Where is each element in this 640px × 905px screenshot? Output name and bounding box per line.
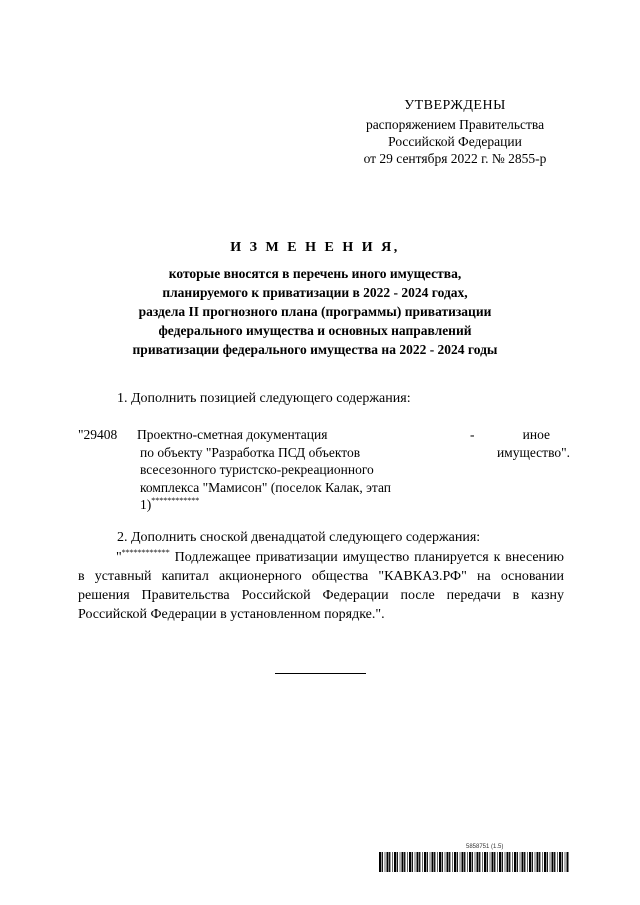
footnote-text: Подлежащее приватизации имущество планируется к внесению в уставный капитал акционерного общества "КАВКАЗ.РФ" на основании решения Правительства Российской Федерации после передачи в казну Российской Федерации в установленном порядке.".	[78, 550, 564, 622]
item-1-text: 1. Дополнить позицией следующего содержания:	[117, 391, 411, 406]
approval-line: Российской Федерации	[388, 134, 522, 149]
entry-description-body: по объекту "Разработка ПСД объектов всесезонного туристско-рекреационного комплекса "Мамисон" (поселок Калак, этап 1)	[140, 444, 391, 512]
title-line: приватизации федерального имущества на 2022 - 2024 годы	[132, 342, 498, 357]
entry-description-rest	[137, 444, 407, 514]
approval-line: распоряжением Правительства	[365, 117, 545, 132]
approval-stamp	[330, 97, 580, 167]
entry-description-first: Проектно-сметная документация	[137, 427, 328, 442]
barcode-icon	[379, 852, 569, 872]
footnote-paragraph	[78, 548, 564, 624]
entry-number: "29408	[78, 427, 118, 442]
document-title	[80, 240, 550, 359]
entry-dash: -	[470, 427, 475, 442]
title-line: которые вносятся в перечень иного имущества,	[168, 266, 462, 281]
item-2-text: 2. Дополнить сноской двенадцатой следующего содержания:	[117, 530, 481, 545]
end-divider	[275, 673, 366, 674]
approval-heading: УТВЕРЖДЕНЫ	[404, 98, 506, 113]
title-line: планируемого к приватизации в 2022 - 2024 годах,	[162, 285, 468, 300]
title-line: федерального имущества и основных направлений	[158, 323, 472, 338]
footnote-mark: ************	[151, 496, 200, 505]
entry-type	[482, 426, 570, 461]
entry-type-line: иное	[522, 427, 550, 442]
footnote-open-quote: "	[116, 550, 122, 565]
entry-description	[137, 426, 407, 514]
title-heading: И З М Е Н Е Н И Я,	[230, 240, 400, 255]
approval-date-number: от 29 сентября 2022 г. № 2855-р	[363, 151, 547, 166]
title-line: раздела II прогнозного плана (программы) приватизации	[138, 304, 492, 319]
document-code: 5858751 (1.5)	[466, 844, 504, 850]
entry-type-line: имущество".	[496, 444, 570, 460]
footnote-mark: ************	[121, 548, 170, 557]
